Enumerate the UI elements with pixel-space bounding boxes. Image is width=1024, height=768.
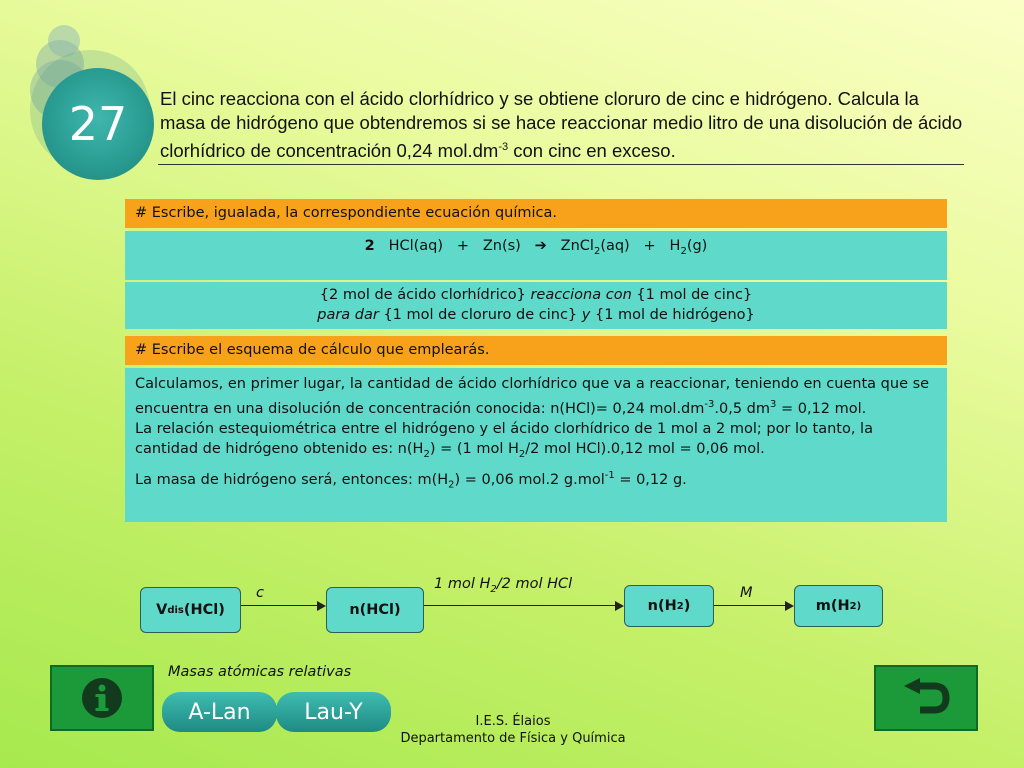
label-ratio-text: /2 mol HCl bbox=[496, 576, 573, 592]
equation-box bbox=[125, 231, 947, 280]
node-n-h2 bbox=[624, 585, 714, 627]
ratio-text: {1 mol de cinc} bbox=[631, 287, 753, 303]
node-subscript: dis bbox=[167, 604, 184, 616]
zncl-subscript: 2 bbox=[593, 245, 601, 257]
problem-text-exponent: -3 bbox=[498, 141, 509, 153]
info-button[interactable] bbox=[50, 665, 154, 731]
calc-text: La relación estequiométrica entre el hidrógeno y el ácido clorhídrico de 1 mol a 2 mol; por lo tanto, la cantidad de hidrógeno obtenido es: n(H bbox=[135, 420, 873, 458]
ratio-verb: reacciona con bbox=[530, 287, 632, 303]
node-text: (HCl) bbox=[183, 602, 225, 618]
label-ratio-subscript: 2 bbox=[490, 583, 497, 595]
footer-school: I.E.S. Élaios bbox=[475, 714, 551, 729]
problem-text-end: con cinc en exceso. bbox=[508, 140, 676, 162]
calc-paragraph-1 bbox=[135, 374, 937, 419]
arrow-c bbox=[241, 605, 324, 606]
masas-atomicas-label: Masas atómicas relativas bbox=[168, 664, 352, 680]
ratio-text: {1 mol de hidrógeno} bbox=[590, 307, 755, 323]
calc-text: La masa de hidrógeno será, entonces: m(H bbox=[135, 471, 449, 488]
reaction-arrow-icon: ➔ bbox=[534, 238, 547, 254]
arrow-ratio bbox=[424, 605, 622, 606]
calc-text: .0,5 dm bbox=[714, 400, 770, 417]
ratio-conjunction: y bbox=[581, 307, 591, 323]
calc-paragraph-3 bbox=[135, 466, 937, 496]
ratio-text: {2 mol de ácido clorhídrico} bbox=[319, 287, 531, 303]
label-c: c bbox=[256, 585, 264, 601]
calc-superscript: -3 bbox=[704, 398, 715, 410]
calc-text: ) = (1 mol H bbox=[429, 441, 519, 458]
equation-reactant-zn: Zn(s) bbox=[482, 238, 521, 254]
step2-header: # Escribe el esquema de cálculo que emplearás. bbox=[125, 336, 947, 365]
node-m-h2 bbox=[794, 585, 883, 627]
info-icon bbox=[80, 676, 124, 720]
node-text: V bbox=[156, 602, 168, 618]
calc-text: = 0,12 mol. bbox=[776, 400, 867, 417]
problem-number: 27 bbox=[42, 68, 154, 180]
equation-product-zncl2 bbox=[560, 238, 630, 257]
node-vdis-hcl bbox=[140, 587, 241, 633]
equation-plus: + bbox=[643, 238, 656, 254]
return-arrow-icon bbox=[898, 678, 954, 718]
calc-superscript: 3 bbox=[769, 398, 777, 410]
node-text: m(H bbox=[815, 598, 850, 614]
label-m: M bbox=[740, 585, 753, 601]
back-button[interactable] bbox=[874, 665, 978, 731]
calc-text: Calculamos, en primer lugar, la cantidad de ácido clorhídrico que va a reaccionar, teniendo en cuenta que se encuentra en una disolución de concentración conocida: n(HCl)= 0,24 mol.dm bbox=[135, 376, 930, 417]
footer bbox=[388, 713, 638, 747]
h-subscript: 2 bbox=[680, 245, 687, 257]
node-subscript: 2 bbox=[676, 600, 684, 612]
calc-paragraph-2 bbox=[135, 419, 937, 466]
equation-plus: + bbox=[456, 238, 470, 254]
stoichiometry-box bbox=[125, 282, 947, 329]
footer-department: Departamento de Física y Química bbox=[400, 731, 626, 746]
calc-text: /2 mol HCl).0,12 mol = 0,06 mol. bbox=[525, 441, 765, 458]
calc-subscript: 2 bbox=[423, 449, 430, 461]
equation-product-h2 bbox=[669, 238, 708, 257]
calc-subscript: 2 bbox=[518, 449, 526, 461]
arrow-m bbox=[714, 605, 792, 606]
ratio-text: {1 mol de cloruro de cinc} bbox=[378, 307, 582, 323]
zncl-state: (aq) bbox=[600, 238, 630, 254]
chemical-equation bbox=[125, 238, 947, 257]
calc-subscript: 2 bbox=[448, 479, 455, 491]
node-text: ) bbox=[683, 598, 691, 614]
h-text: H bbox=[669, 238, 681, 254]
calc-superscript: -1 bbox=[604, 469, 615, 481]
ratio-line-2 bbox=[125, 305, 947, 325]
equation-reactant-hcl: HCl(aq) bbox=[388, 238, 444, 254]
a-lan-button[interactable]: A-Lan bbox=[162, 692, 277, 732]
zncl-text: ZnCl bbox=[560, 238, 594, 254]
calc-text: = 0,12 g. bbox=[614, 471, 687, 488]
divider bbox=[158, 164, 964, 165]
node-text: n(H bbox=[647, 598, 677, 614]
ratio-line-1 bbox=[125, 285, 947, 305]
label-ratio bbox=[434, 576, 572, 595]
h-state: (g) bbox=[686, 238, 708, 254]
calculation-box bbox=[125, 368, 947, 522]
equation-coefficient: 2 bbox=[364, 238, 375, 254]
problem-statement bbox=[160, 87, 965, 163]
ratio-verb: para dar bbox=[317, 307, 379, 323]
calc-text: ) = 0,06 mol.2 g.mol bbox=[454, 471, 605, 488]
lau-y-button[interactable]: Lau-Y bbox=[276, 692, 391, 732]
node-subscript: 2) bbox=[849, 600, 862, 612]
problem-text-main: El cinc reacciona con el ácido clorhídrico y se obtiene cloruro de cinc e hidrógeno. Calcula la masa de hidrógeno que obtendremos si se hace reaccionar medio litro de una disolución de ácido clorhídrico de concentración 0,24 mol.dm bbox=[160, 88, 963, 162]
label-ratio-text: 1 mol H bbox=[434, 576, 491, 592]
node-n-hcl: n(HCl) bbox=[326, 587, 424, 633]
step1-header: # Escribe, igualada, la correspondiente ecuación química. bbox=[125, 199, 947, 228]
